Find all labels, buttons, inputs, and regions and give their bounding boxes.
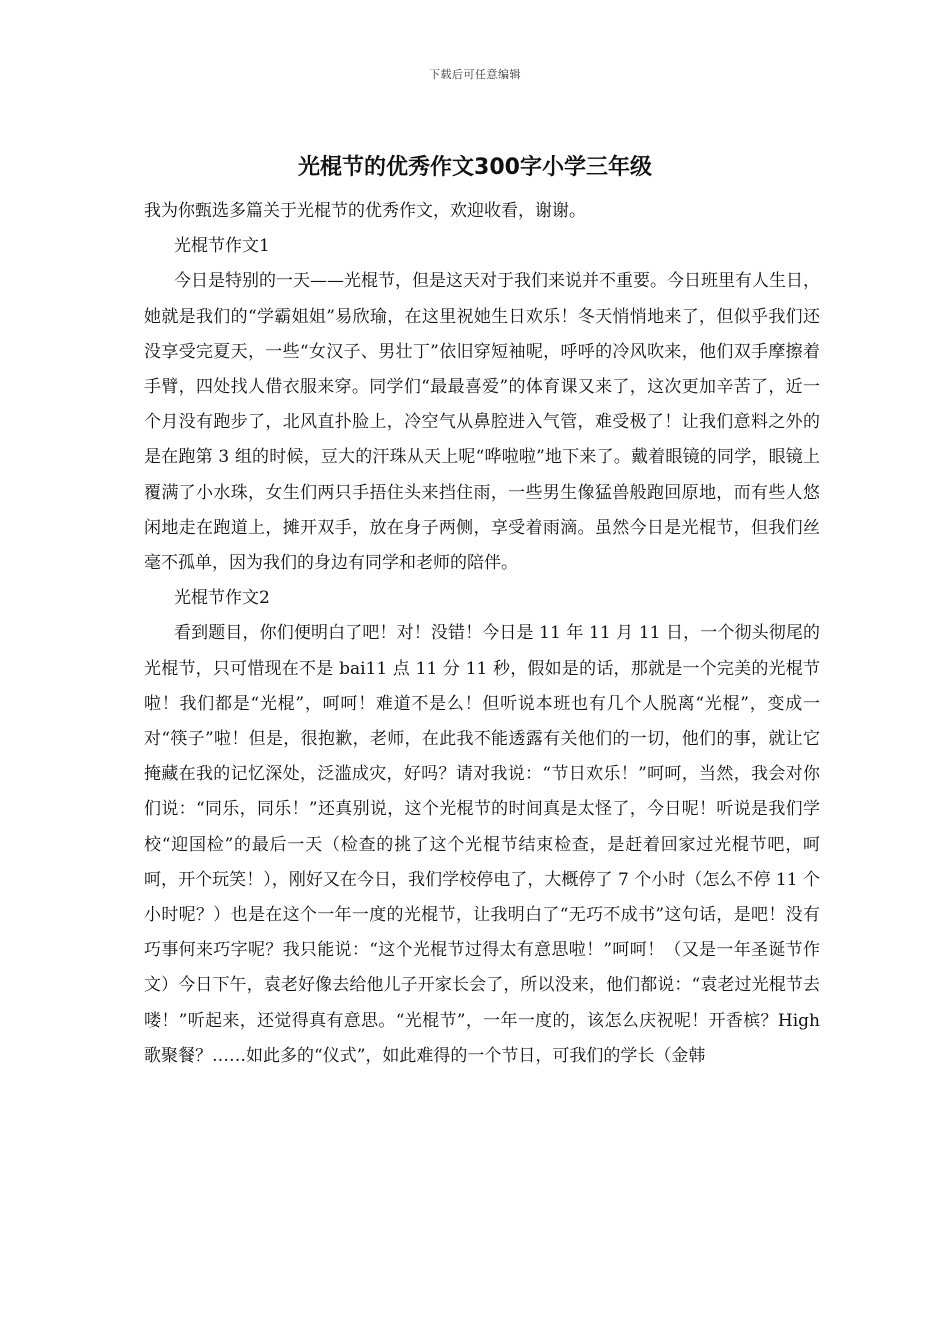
document-body xyxy=(144,194,820,1074)
document-title: 光棍节的优秀作文300字小学三年级 xyxy=(298,155,652,180)
essay-paragraph-1: 今日是特别的一天——光棍节，但是这天对于我们来说并不重要。今日班里有人生日，她就是我们的“学霸姐姐”易欣瑜，在这里祝她生日欢乐！冬天悄悄地来了，但似乎我们还没享受完夏天，一些“女汉子、男壮丁”依旧穿短袖呢，呼呼的冷风吹来，他们双手摩擦着手臂，四处找人借衣服来穿。同学们“最最喜爱”的体育课又来了，这次更加辛苦了，近一个月没有跑步了，北风直扑脸上，冷空气从鼻腔进入气管，难受极了！让我们意料之外的是在跑第 3 组的时候，豆大的汗珠从天上呢“哗啦啦”地下来了。戴着眼镜的同学，眼镜上覆满了小水珠，女生们两只手捂住头来挡住雨，一些男生像猛兽般跑回原地，而有些人悠闲地走在跑道上，摊开双手，放在身子两侧，享受着雨滴。虽然今日是光棍节，但我们丝毫不孤单，因为我们的身边有同学和老师的陪伴。 xyxy=(144,271,820,574)
intro-paragraph: 我为你甄选多篇关于光棍节的优秀作文，欢迎收看，谢谢。 xyxy=(144,201,586,221)
essay-heading-1: 光棍节作文1 xyxy=(174,236,270,257)
essay-paragraph-2: 看到题目，你们便明白了吧！对！没错！今日是 11 年 11 月 11 日，一个彻头彻尾的光棍节，只可惜现在不是 bai11 点 11 分 11 秒，假如是的话，那就是一个完美的光棍节啦！我们都是“光棍”，呵呵！难道不是么！但听说本班也有几个人脱离“光棍”，变成一对“筷子”啦！但是，很抱歉，老师，在此我不能透露有关他们的一切，他们的事，就让它掩藏在我的记忆深处，泛滥成灾，好吗？请对我说：“节日欢乐！”呵呵，当然，我会对你们说：“同乐，同乐！”还真别说，这个光棍节的时间真是太怪了，今日呢！听说是我们学校“迎国检”的最后一天（检查的挑了这个光棍节结束检查，是赶着回家过光棍节吧，呵呵，开个玩笑！），刚好又在今日，我们学校停电了，大概停了 7 个小时（怎么不停 11 个小时呢？）也是在这个一年一度的光棍节，让我明白了“无巧不成书”这句话，是吧！没有巧事何来巧字呢？我只能说：“这个光棍节过得太有意思啦！”呵呵！（又是一年圣诞节作文）今日下午，袁老好像去给他儿子开家长会了，所以没来，他们都说：“袁老过光棍节去喽！”听起来，还觉得真有意思。“光棍节”，一年一度的，该怎么庆祝呢！开香槟？High 歌聚餐？……如此多的“仪式”，如此难得的一个节日，可我们的学长（金韩 xyxy=(144,623,820,1066)
header-note: 下载后可任意编辑 xyxy=(429,68,521,81)
essay-heading-2: 光棍节作文2 xyxy=(174,588,270,609)
